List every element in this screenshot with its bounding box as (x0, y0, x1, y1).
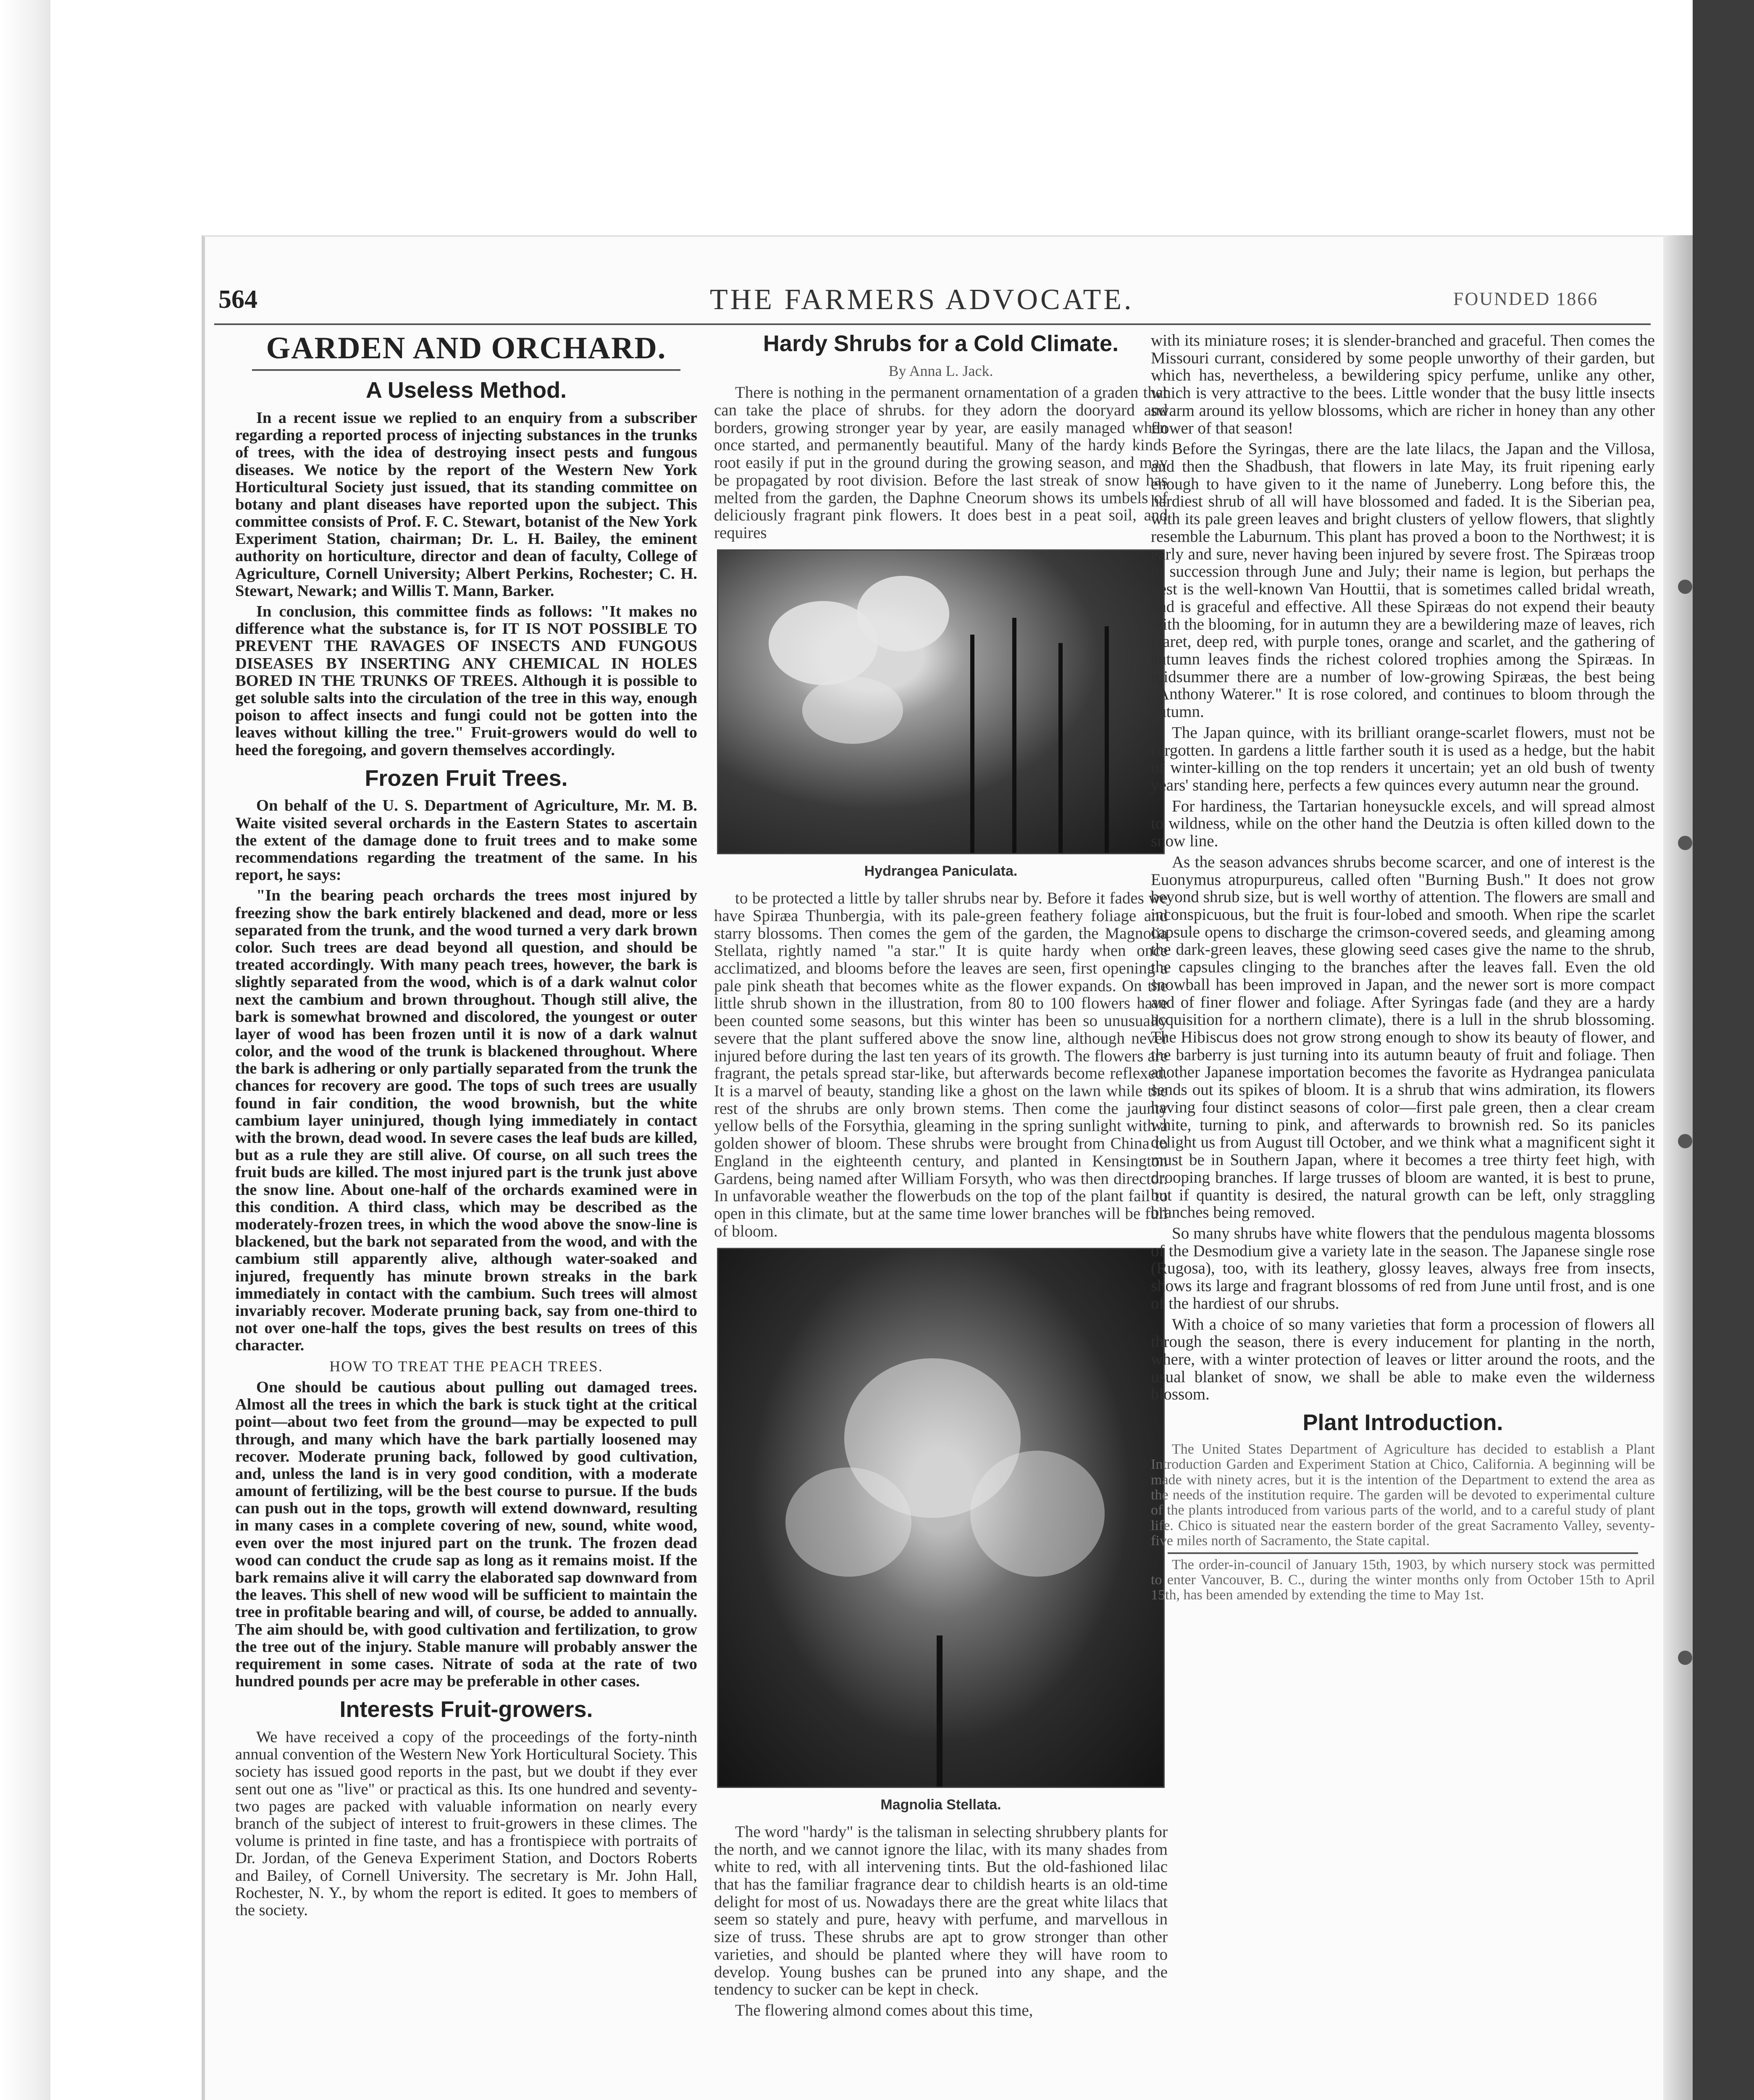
column-garden-orchard (235, 332, 697, 1922)
page-header (214, 277, 1651, 325)
article-paragraph: to be protected a little by taller shrubs near by. Before it fades we have Spiræa Thunbergia, with its pale-green feathery foliage and starry blossoms. Then comes the gem of the garden, the Magnolia Stellata, rightly named "a star." It is quite hardy when once acclimatized, and blooms before the leaves are seen, first opening a pale pink sheath that becomes white as the flower expands. On the little shrub shown in the illustration, from 80 to 100 flowers have been counted some seasons, but this winter has been so unusually severe that the plant suffered above the snow line, although never injured before during the last ten years of its growth. The flowers are fragrant, the petals spread star-like, but afterwards become reflexed. It is a marvel of beauty, standing like a ghost on the lawn while the rest of the shrubs are only brown stems. Then come the jaunty yellow bells of the Forsythia, gleaming in the spring sunlight with a golden shower of bloom. These shrubs were brought from China to England in the eighteenth century, and planted in Kensington Gardens, being named after William Forsyth, who was then director. In unfavorable weather the flowerbuds on the top of the plant fail to open in this climate, but at the same time lower branches will be full of bloom. (714, 889, 1168, 1240)
photo-hydrangea-paniculata (717, 549, 1165, 854)
article-paragraph: with its miniature roses; it is slender-branched and graceful. Then comes the Missouri currant, considered by some people unworthy of their garden, but which has, nevertheless, a bewildering spicy perfume, unlike any other, which is very attractive to the bees. Little wonder that the busy little insects swarm around its yellow blossoms, which are richer in honey than any other flower of that season! (1151, 331, 1655, 437)
page-number: 564 (218, 285, 257, 314)
article-paragraph: There is nothing in the permanent ornamentation of a graden that can take the place of shrubs. for they adorn the dooryard and borders, growing stronger year by year, are easily managed when once started, and permanently beautiful. Many of the hardy kinds root easily if put in the ground during the growing season, and may be propagated by root division. Before the last streak of snow has melted from the garden, the Daphne Cneorum shows its umbels of deliciously fragrant pink flowers. It does best in a peat soil, and requires (714, 383, 1168, 542)
founded-line: FOUNDED 1866 (1453, 289, 1599, 309)
microfilm-right-border (1693, 0, 1754, 2100)
sprocket-hole (1678, 836, 1692, 850)
column-hardy-shrubs (714, 332, 1168, 2023)
article-paragraph: "In the bearing peach orchards the trees most injured by freezing show the bark entirely blackened and dead, more or less separated from the trunk, and the wood turned a very dark brown color. Such trees are dead beyond all question, and should be treated accordingly. With many peach trees, however, the bark is slightly separated from the wood, which is of a dark walnut color next the cambium and brown throughout. Though still alive, the bark is somewhat browned and discolored, the youngest or outer layer of wood has been frozen until it is now of a dark walnut color, and the wood of the trunk is blackened throughout. Where the bark is adhering or only partially separated from the trunk the chances for recovery are good. The tops of such trees are usually found in fair condition, the wood brownish, but the white cambium layer uninjured, though lying immediately in contact with the brown, dead wood. In severe cases the leaf buds are killed, but as a rule they are still alive. Of course, on all such trees the fruit buds are killed. The most injured part is the trunk just above the snow line. About one-half of the orchards examined were in this condition. A third class, which may be described as the moderately-frozen trees, in which the wood above the snow-line is blackened, but the bark not separated from the wood, and with the cambium still apparently alive, although water-soaked and injured, frequently has minute brown streaks in the bark immediately in contact with the cambium. Such trees will almost invariably recover. Moderate pruning back, say from one-third to not over one-half the tops, gives the best results on trees of this character. (235, 887, 697, 1354)
article-title-plant-introduction: Plant Introduction. (1302, 1410, 1503, 1436)
article-paragraph: So many shrubs have white flowers that the pendulous magenta blossoms of the Desmodium give a variety late in the season. The Japanese single rose (Rugosa), too, with its leathery, glossy leaves, always free from insects, shows its large and fragrant blossoms of red from June until frost, and is one of the hardiest of our shrubs. (1151, 1224, 1655, 1312)
article-paragraph: One should be cautious about pulling out damaged trees. Almost all the trees in which the bark is stuck tight at the critical point—about two feet from the ground—may be expected to pull through, and many which have the bark partially loosened may recover. Moderate pruning back, followed by good cultivation, and, unless the land is in very good condition, with a moderate amount of fertilizing, will be the best course to pursue. If the buds can push out in the tops, growth will extend downward, resulting in many cases in a complete covering of new, sound, white wood, even over the most injured part on the trunk. The frozen dead wood can conduct the crude sap as long as it remains moist. If the bark remains alive it will carry the elaborated sap downward from the leaves. This shell of new wood will be sufficient to maintain the tree in profitable bearing and will, of course, be added to annually. The aim should be, with good cultivation and fertilization, to grow the tree out of the injury. Stable manure will probably answer the requirement in some cases. Nitrate of soda at the rate of two hundred pounds per acre may be preferable in other cases. (235, 1378, 697, 1690)
microfilm-left-margin (0, 0, 50, 2100)
article-paragraph: Before the Syringas, there are the late lilacs, the Japan and the Villosa, and then the Shadbush, that flowers in late May, its fruit ripening early enough to have given to it the name of Juneberry. Long before this, the hardiest shrub of all will have blossomed and faded. It is the Siberian pea, with its pale green leaves and bright clusters of yellow flowers, that slightly resemble the Laburnum. This plant has proved a boon to the Northwest; it is early and sure, never having been injured by severe frost. The Spiræas troop in succession through June and July; their name is legion, but perhaps the best is the well-known Van Houttii, that is sometimes called bridal wreath, and is graceful and effective. All these Spiræas do not expend their beauty with the blooming, for in autumn they are a bewildering maze of leaves, rich claret, deep red, with purple tones, orange and scarlet, and the gathering of autumn leaves finds the richest colored trophies among the Spiræas. In midsummer there are a number of low-growing Spiræas, the best being "Anthony Waterer." It is rose colored, and continues to bloom through the autumn. (1151, 440, 1655, 721)
sprocket-hole (1678, 1134, 1692, 1148)
photo-caption: Magnolia Stellata. (880, 1796, 1001, 1813)
article-paragraph: We have received a copy of the proceedings of the forty-ninth annual convention of the Western New York Horticultural Society. This society has issued good reports in the past, but we doubt if they ever sent out one as "live" or practical as this. Its one hundred and seventy-two pages are packed with valuable information on nearly every branch of the subject of interest to fruit-growers in these climes. The volume is printed in fine taste, and has a frontispiece with portraits of Dr. Jordan, of the Geneva Experiment Station, and Doctors Roberts and Bailey, of Cornell University. The secretary is Mr. John Hall, Rochester, N. Y., by whom the report is edited. It goes to members of the society. (235, 1728, 697, 1919)
article-title-useless-method: A Useless Method. (365, 378, 567, 403)
article-paragraph: The flowering almond comes about this time, (735, 2001, 1033, 2020)
photo-caption: Hydrangea Paniculata. (864, 863, 1018, 879)
article-title-hardy-shrubs: Hardy Shrubs for a Cold Climate. (763, 331, 1119, 356)
photo-magnolia-stellata (717, 1248, 1165, 1788)
page-right-edge (1663, 235, 1693, 2100)
article-paragraph: The Japan quince, with its brilliant orange-scarlet flowers, must not be forgotten. In gardens a little farther south it is used as a hedge, but the habit of winter-killing on the top renders it uncertain; yet an old bush of twenty years' standing here, perfects a few quinces every autumn near the ground. (1151, 723, 1655, 794)
article-paragraph: The United States Department of Agriculture has decided to establish a Plant Introduction Garden and Experiment Station at Chico, California. A beginning will be made with ninety acres, but it is the intention of the Department to extend the area as the needs of the institution require. The garden will be devoted to experimental culture of the plants introduced from various parts of the world, and to a careful study of plant life. Chico is situated near the eastern border of the great Sacramento Valley, seventy-five miles north of Sacramento, the State capital. (1151, 1441, 1655, 1549)
divider (252, 369, 680, 371)
article-paragraph: The order-in-council of January 15th, 1903, by which nursery stock was permitted to enter Vancouver, B. C., during the winter months only from October 15th to April 15th, has been amended by extending the time to May 1st. (1151, 1557, 1655, 1603)
article-paragraph: For hardiness, the Tartarian honeysuckle excels, and will spread almost to wildness, while on the other hand the Deutzia is often killed down to the snow line. (1151, 797, 1655, 850)
article-paragraph: The word "hardy" is the talisman in selecting shrubbery plants for the north, and we cannot ignore the lilac, with its many shades from white to red, with all intervening tints. But the old-fashioned lilac that has the familiar fragrance dear to childish hearts is an old-time delight for most of us. Nowadays there are the great white lilacs that seem so stately and pure, heavy with perfume, and marvellous in size of truss. These shrubs are apt to grow stronger than other varieties, and should be planted where they will have room to develop. Young bushes can be pruned into any shape, and the tendency to sucker can be kept in check. (714, 1822, 1168, 1999)
article-paragraph: In conclusion, this committee finds as follows: "It makes no difference what the substance is, for IT IS NOT POSSIBLE TO PREVENT THE RAVAGES OF INSECTS AND FUNGOUS DISEASES BY INSERTING ANY CHEMICAL IN HOLES BORED IN THE TRUNKS OF TREES. Although it is possible to get soluble salts into the circulation of the tree in this way, enough poison to affect insects and fungi could not be gotten into the leaves without killing the tree." Fruit-growers would do well to heed the foregoing, and govern themselves accordingly. (235, 603, 697, 759)
byline: By Anna L. Jack. (888, 362, 993, 379)
section-title: GARDEN AND ORCHARD. (266, 331, 667, 365)
article-paragraph: With a choice of so many varieties that form a procession of flowers all through the season, there is every inducement for planting in the north, where, with a winter protection of leaves or litter around the roots, and the usual blanket of snow, we shall be able to make even the wilderness blossom. (1151, 1315, 1655, 1404)
article-paragraph: On behalf of the U. S. Department of Agriculture, Mr. M. B. Waite visited several orchards in the Eastern States to ascertain the extent of the damage done to fruit trees and to make some recommendations regarding the treatment of the same. In his report, he says: (235, 797, 697, 884)
sprocket-hole (1678, 580, 1692, 594)
column-shrubs-continued (1151, 332, 1655, 1606)
subheading-peach-trees: HOW TO TREAT THE PEACH TREES. (329, 1358, 603, 1375)
article-paragraph: In a recent issue we replied to an enquiry from a subscriber regarding a reported process of injecting substances in the trunks of trees, with the idea of destroying insect pests and fungous diseases. We notice by the report of the Western New York Horticultural Society just issued, that its standing committee on botany and plant diseases have reported upon the subject. This committee consists of Prof. F. C. Stewart, botanist of the New York Experiment Station, chairman; Dr. L. H. Bailey, the eminent authority on horticulture, director and dean of faculty, College of Agriculture, Cornell University; Albert Perkins, Rochester; C. H. Stewart, Newark; and Willis T. Mann, Barker. (235, 409, 697, 600)
sprocket-hole (1678, 1651, 1692, 1665)
masthead-title: THE FARMERS ADVOCATE. (710, 284, 1134, 316)
divider (1168, 1552, 1638, 1554)
article-paragraph: As the season advances shrubs become scarcer, and one of interest is the Euonymus atropurpureus, called often "Burning Bush." It does not grow beyond shrub size, but is well worthy of attention. The flowers are small and inconspicuous, but the fruit is four-lobed and smooth. When ripe the scarlet capsule opens to discharge the crimson-covered seeds, and gleaming among the dark-green leaves, these glowing seed cases give the name to the shrub, the capsules clinging to the branches after the leaves fall. Even the old snowball has been improved in Japan, and the newer sort is more compact and of finer flower and foliage. After Syringas fade (and they are a hardy acquisition for a northern climate), there is a lull in the shrub blossoming. The Hibiscus does not grow strong enough to show its beauty of flower, and the barberry is just turning into its autumn beauty of fruit and foliage. Then another Japanese importation becomes the favorite as Hydrangea paniculata sends out its spikes of bloom. It is a shrub that wins admiration, its flowers having four distinct seasons of color—first pale green, then a clear cream white, turning to pink, and afterwards to brownish red. So its panicles delight us from August till October, and we think what a magnificent sight it must be in Southern Japan, where it becomes a tree thirty feet high, with drooping branches. If large trusses of bloom are wanted, it is best to prune, but if quantity is desired, the natural growth can be left, only straggling branches being removed. (1151, 853, 1655, 1222)
article-title-frozen-fruit-trees: Frozen Fruit Trees. (365, 765, 568, 791)
article-title-interests-fruit-growers: Interests Fruit-growers. (339, 1697, 593, 1722)
